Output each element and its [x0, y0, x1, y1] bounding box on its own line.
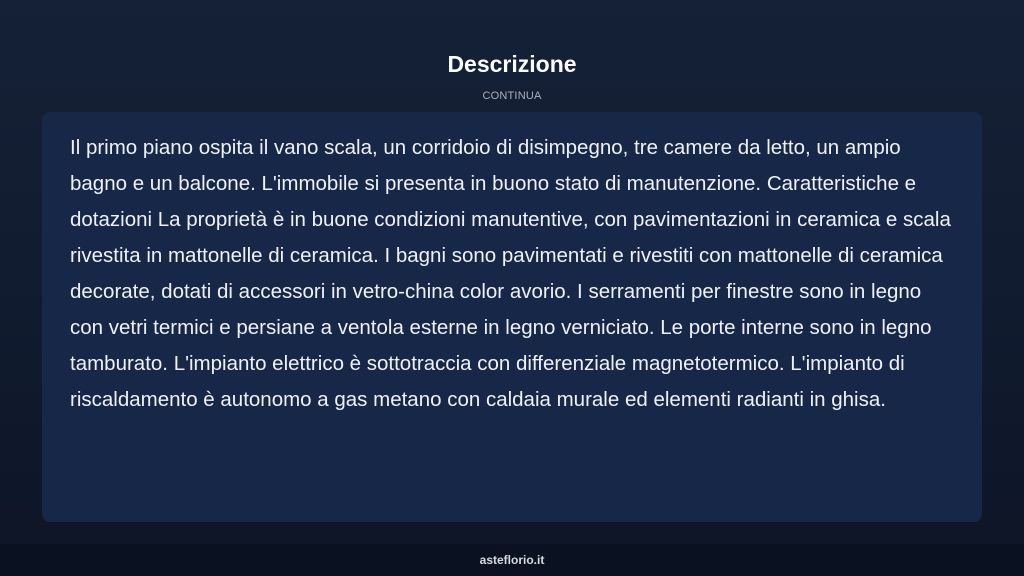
- page-title: Descrizione: [447, 51, 577, 77]
- footer-bar: [0, 544, 1024, 576]
- footer-site-label: asteflorio.it: [479, 553, 545, 567]
- description-card: [42, 112, 982, 522]
- description-text: Il primo piano ospita il vano scala, un corridoio di disimpegno, tre camere da letto, un ampio bagno e un balcone. L'immobile si presenta in buono stato di manutenzione. Caratteristiche e dotazioni La proprietà è in buone condizioni manutentive, con pavimentazioni in ceramica e scala rivestita in mattonelle di ceramica. I bagni sono pavimentati e rivestiti con mattonelle di ceramica decorate, dotati di accessori in vetro-china color avorio. I serramenti per finestre sono in legno con vetri termici e persiane a ventola esterne in legno verniciato. Le porte interne sono in legno tamburato. L'impianto elettrico è sottotraccia con differenziale magnetotermico. L'impianto di riscaldamento è autonomo a gas metano con caldaia murale ed elementi radianti in ghisa.: [70, 136, 951, 411]
- page-subtitle: CONTINUA: [482, 90, 542, 102]
